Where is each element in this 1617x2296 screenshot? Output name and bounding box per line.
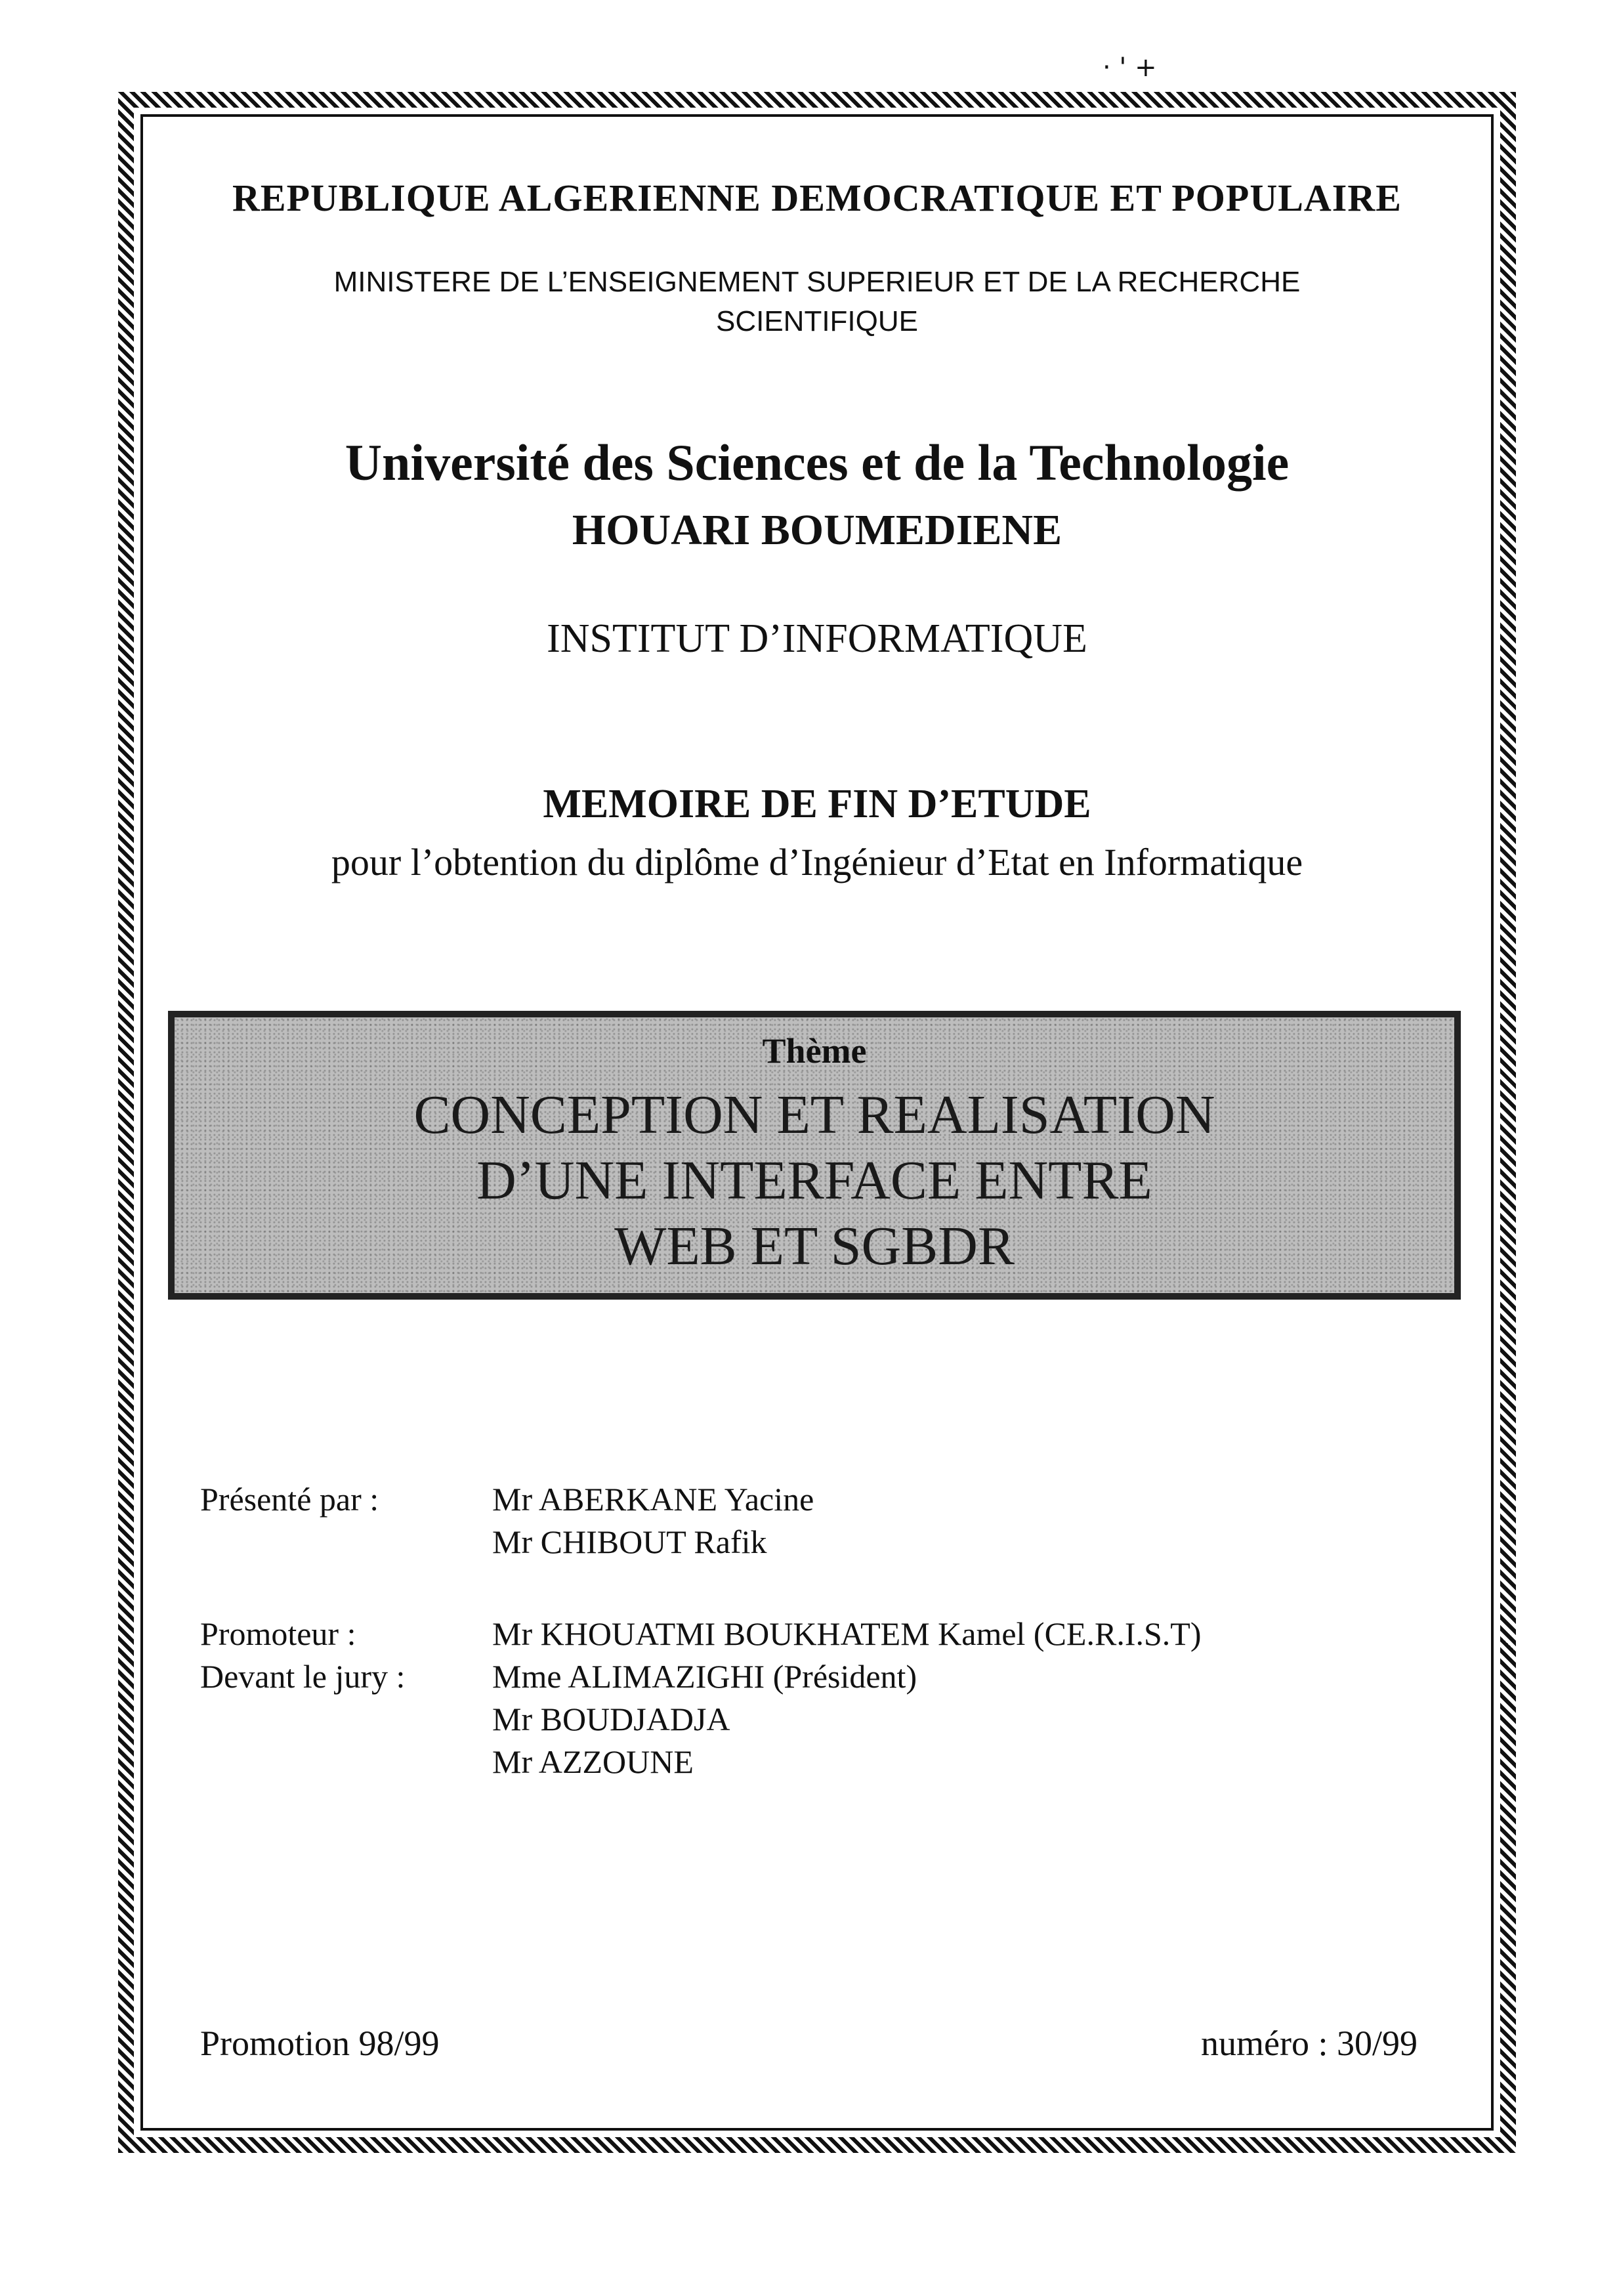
theme-line-2: D’UNE INTERFACE ENTRE xyxy=(476,1150,1152,1211)
presenter-1: Mr ABERKANE Yacine xyxy=(492,1481,814,1518)
jury-label: Devant le jury : xyxy=(200,1658,406,1695)
promoteur-name: Mr KHOUATMI BOUKHATEM Kamel (CE.R.I.S.T) xyxy=(492,1615,1202,1652)
republic-heading: REPUBLIQUE ALGERIENNE DEMOCRATIQUE ET POPULAIRE xyxy=(232,177,1402,219)
theme-line-1: CONCEPTION ET REALISATION xyxy=(413,1084,1215,1145)
ministry-line-1: MINISTERE DE L’ENSEIGNEMENT SUPERIEUR ET DE LA RECHERCHE xyxy=(333,266,1301,298)
theme-line-3: WEB ET SGBDR xyxy=(614,1216,1015,1277)
promoteur-label: Promoteur : xyxy=(200,1615,356,1652)
scan-specks: · ' + xyxy=(1102,53,1157,83)
memoire-title: MEMOIRE DE FIN D’ETUDE xyxy=(543,782,1091,826)
ministry-heading xyxy=(151,263,1483,341)
presenter-2: Mr CHIBOUT Rafik xyxy=(492,1523,767,1560)
jury-member-2: Mr BOUDJADJA xyxy=(492,1701,730,1737)
document-number: numéro : 30/99 xyxy=(1201,2024,1418,2063)
presented-label: Présenté par : xyxy=(200,1481,379,1518)
jury-member-1: Mme ALIMAZIGHI (Président) xyxy=(492,1658,917,1695)
memoire-subtitle: pour l’obtention du diplôme d’Ingénieur d’Etat en Informatique xyxy=(331,841,1303,883)
institute-name: INSTITUT D’INFORMATIQUE xyxy=(547,616,1087,661)
jury-member-3: Mr AZZOUNE xyxy=(492,1743,694,1780)
promotion-label: Promotion 98/99 xyxy=(200,2024,440,2063)
theme-label: Thème xyxy=(762,1031,867,1071)
university-subname: HOUARI BOUMEDIENE xyxy=(572,506,1062,554)
theme-box xyxy=(168,1011,1461,1300)
university-name: Université des Sciences et de la Technologie xyxy=(345,434,1290,491)
ministry-line-2: SCIENTIFIQUE xyxy=(715,305,919,337)
